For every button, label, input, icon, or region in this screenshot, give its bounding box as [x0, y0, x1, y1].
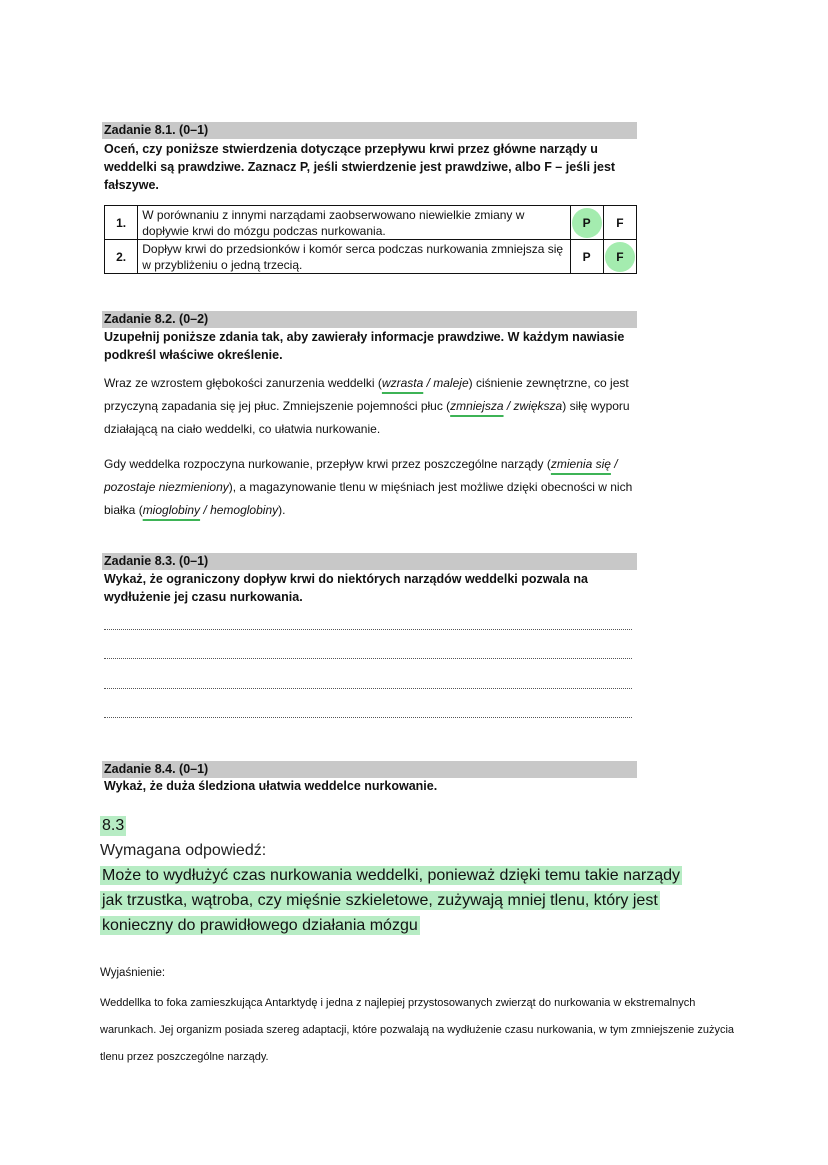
task-8-2-header: Zadanie 8.2. (0–2)	[102, 311, 637, 328]
answer-text: Może to wydłużyć czas nurkowania weddelki, ponieważ dzięki temu takie narządy jak trzustka, wątroba, czy mięśnie szkieletowe, zużywają mniej tlenu, który jest konieczny do prawidłowego działania mózgu	[102, 867, 681, 934]
task-8-3-instruction: Wykaż, że ograniczony dopływ krwi do niektórych narządów weddelki pozwala na wydłużenie jej czasu nurkowania.	[104, 572, 588, 604]
sentence-paragraph-2: Gdy weddelka rozpoczyna nurkowanie, przepływ krwi przez poszczególne narządy (zmienia się / pozostaje niezmieniony), a magazynowanie tlenu w mięśniach jest możliwe dzięki obecności w nich białka (mioglobiny / hemoglobiny).	[104, 457, 633, 517]
explanation-text: Weddellka to foka zamieszkująca Antarktydę i jedna z najlepiej przystosowanych zwierząt do nurkowania w ekstremalnych warunkach. Jej organizm posiada szereg adaptacji, które pozwalają na wydłużenie czasu nurkowania, w tym zmniejszenie zużycia tlenu przez poszczególne narządy.	[100, 997, 735, 1063]
answer-line[interactable]	[104, 658, 632, 659]
answer-task-id: 8.3	[102, 817, 125, 834]
table-row	[105, 240, 637, 274]
underlined-choice[interactable]: wzrasta	[381, 376, 424, 390]
true-false-table	[104, 205, 637, 274]
answer-text-block	[100, 863, 700, 938]
task-8-1-instruction: Oceń, czy poniższe stwierdzenia dotyczące przepływu krwi przez główne narządy u weddelki są prawdziwe. Zaznacz P, jeśli stwierdzenie jest prawdziwe, albo F – jeśli jest fałszywe.	[104, 142, 616, 192]
answer-title: Wymagana odpowiedź:	[100, 842, 267, 859]
underlined-choice[interactable]: zmienia się	[550, 457, 611, 471]
underlined-choice[interactable]: mioglobiny	[142, 503, 201, 517]
alternative-choice[interactable]: hemoglobiny	[210, 503, 279, 517]
explanation-title: Wyjaśnienie:	[100, 967, 166, 979]
row-number: 1.	[105, 206, 138, 240]
alternative-choice[interactable]: zwiększa	[513, 399, 563, 413]
task-8-4-header: Zadanie 8.4. (0–1)	[102, 761, 637, 778]
false-option[interactable]: F	[603, 206, 636, 240]
underlined-choice[interactable]: zmniejsza	[450, 399, 504, 413]
false-option[interactable]: F	[603, 240, 636, 274]
answer-line[interactable]	[104, 717, 632, 718]
alternative-choice[interactable]: maleje	[433, 376, 469, 390]
statement: W porównaniu z innymi narządami zaobserwowano niewielkie zmiany w dopływie krwi do mózgu podczas nurkowania.	[138, 206, 570, 240]
true-option[interactable]: P	[570, 240, 603, 274]
sentence-paragraph-1: Wraz ze wzrostem głębokości zanurzenia weddelki (wzrasta / maleje) ciśnienie zewnętrzne, co jest przyczyną zapadania się jej płuc. Zmniejszenie pojemności płuc (zmniejsza / zwiększa) siłę wyporu działającą na ciało weddelki, co ułatwia nurkowanie.	[104, 376, 630, 436]
task-8-3-header: Zadanie 8.3. (0–1)	[102, 553, 637, 570]
table-row	[105, 206, 637, 240]
true-option[interactable]: P	[570, 206, 603, 240]
answer-line[interactable]	[104, 629, 632, 630]
alternative-choice[interactable]: pozostaje niezmieniony	[104, 480, 229, 494]
task-8-4-instruction: Wykaż, że duża śledziona ułatwia weddelce nurkowanie.	[104, 779, 438, 793]
task-8-1-header: Zadanie 8.1. (0–1)	[102, 122, 637, 139]
statement: Dopływ krwi do przedsionków i komór serca podczas nurkowania zmniejsza się w przybliżeniu o jedną trzecią.	[138, 240, 570, 274]
row-number: 2.	[105, 240, 138, 274]
answer-line[interactable]	[104, 688, 632, 689]
task-8-2-instruction: Uzupełnij poniższe zdania tak, aby zawierały informacje prawdziwe. W każdym nawiasie podkreśl właściwe określenie.	[104, 330, 625, 362]
